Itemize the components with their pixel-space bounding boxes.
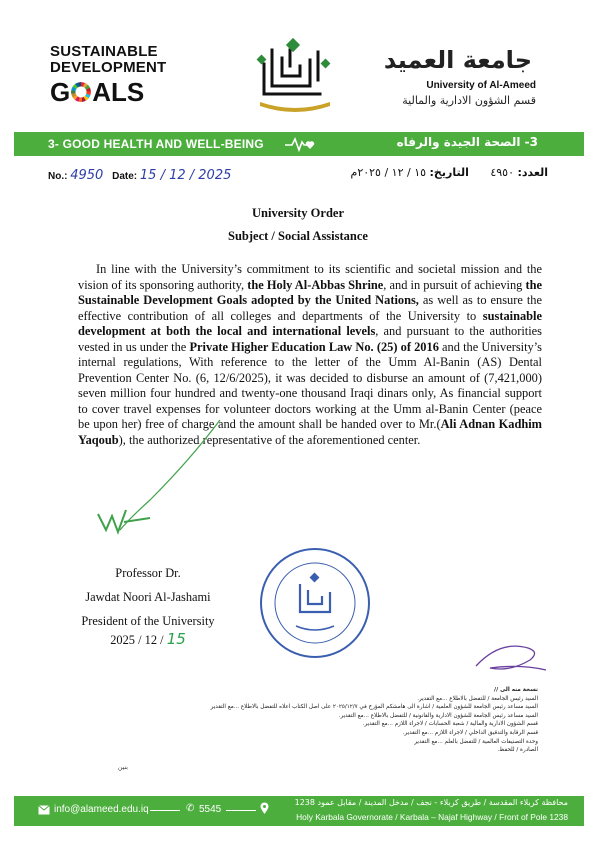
footer-divider (150, 810, 180, 811)
sdg-logo-text (50, 44, 166, 76)
sdg-wheel-icon (71, 82, 91, 102)
signatory-name: Jawdat Noori Al-Jashami (85, 590, 211, 604)
signature-date (68, 630, 228, 648)
university-name-english: University of Al-Ameed (426, 80, 536, 91)
text-part-2: , and in pursuit of achieving (383, 277, 526, 292)
location-pin-icon (260, 802, 269, 815)
text-part-1: In line with the University’s commitment to its scientific and societal mission and the vision of its sponsoring authority, (78, 262, 542, 292)
copy-item: السيد رئيس الجامعة / للتفضل بالاطلاع ...مع التقدير. (417, 695, 538, 702)
text-part-3: as well as to ensure the effective contribution of all colleges and departments of the University to (78, 293, 542, 323)
handwritten-initial-icon (470, 636, 550, 676)
ar-number-value: ٤٩٥٠ (490, 166, 514, 179)
goals-letters-rest: ALS (92, 77, 145, 107)
copy-item: السيد مساعد رئيس الجامعة للشؤون الادارية والقانونية / للتفضل بالاطلاع ...مع التقدير. (338, 712, 538, 719)
copy-item: قسم الرقابة والتدقيق الداخلي / لاجراء اللازم ...مع التقدير. (402, 729, 538, 736)
footer-bar (14, 796, 584, 826)
text-part-4: , and pursuant to the authorities vested in us under the (78, 324, 542, 354)
copy-item: قسم الشؤون الادارية والمالية / شعبة الحسابات / لاجراء اللازم ...مع التقدير. (362, 721, 538, 728)
footer-divider (226, 810, 256, 811)
sdg-banner-arabic: 3- الصحة الجيدة والرفاه (396, 135, 538, 149)
copy-item: السيد مساعد رئيس الجامعة للشؤون العلمية / اشارة الى هامشكم المؤرخ في ٢٠٢٥/١٢/٧ على اصل الكتاب اعلاه للتفضل بالاطلاع ...مع التقدير (210, 704, 538, 711)
signatory-title: Professor Dr. (115, 566, 181, 580)
ar-date-value: ١٥ / ١٢ / ٢٠٢٥م (350, 166, 427, 179)
bold-part-1: the Holy Al-Abbas Shrine (247, 277, 384, 292)
handwritten-signature-icon (90, 390, 230, 550)
copy-item: وحدة التصنيفات العالمية / للتفضل بالعلم ...مع التقدير (414, 738, 538, 745)
ar-number-label: العدد: (517, 166, 548, 179)
official-stamp-icon (256, 544, 374, 662)
sdg-line-2: DEVELOPMENT (50, 59, 167, 76)
copy-item: الصادرة / للحفظ. (497, 747, 538, 754)
university-name-arabic: جامعة العميد (383, 46, 532, 74)
text-part-6: ), the authorized representative of the aforementioned center. (118, 432, 421, 447)
typist-initials: بنين (118, 764, 128, 771)
bold-part-3: sustainable development at both the local and international levels (78, 308, 542, 338)
number-value: 4950 (70, 168, 104, 183)
bold-part-2: the Sustainable Development Goals adopted by the United Nations, (78, 277, 542, 307)
reference-english (48, 168, 231, 183)
footer-address-arabic: محافظة كربلاء المقدسة / طريق كربلاء - نجف / مدخل المدينة / مقابل عمود 1238 (294, 798, 568, 807)
phone-icon: ✆ (186, 803, 195, 814)
heartbeat-icon (284, 136, 316, 152)
document-title: University Order (252, 206, 344, 220)
text-part-5: and the University’s internal regulations, With reference to the letter of the Umm Al-Banin (AS) Dental Prevention Center No. (6, 12/6/2025), it was decided to disburse an amount of (7,421,000) seven million four hundred and twenty-one thousand Iraqi dinars only, As financial support to cover travel expenses for volunteer doctors working at the Umm al-Banin Center (peace be upon her) free of charge and the amount shall be handed over to Mr.( (78, 339, 542, 431)
ar-date-label: التاريخ: (429, 166, 469, 179)
mail-icon (38, 805, 50, 815)
copies-list (78, 686, 538, 755)
footer-address-english: Holy Karbala Governorate / Karbala – Najaf Highway / Front of Pole 1238 (296, 812, 568, 822)
reference-arabic (351, 166, 548, 179)
sdg-goals-word (50, 78, 144, 106)
goals-letter-g: G (50, 77, 71, 107)
department-name-arabic: قسم الشؤون الادارية والمالية (402, 94, 536, 107)
sdg-line-1: SUSTAINABLE (50, 43, 158, 60)
signature-date-printed: 2025 / 12 / (110, 633, 164, 647)
number-label: No.: (48, 171, 68, 182)
date-label: Date: (112, 171, 138, 182)
footer-email[interactable]: info@alameed.edu.iq (54, 804, 149, 815)
date-value: 15 / 12 / 2025 (139, 168, 232, 183)
sdg-banner-english: 3- GOOD HEALTH AND WELL-BEING (48, 137, 264, 151)
bold-part-5: Ali Adnan Kadhim Yaqoub (78, 417, 542, 447)
document-subject: Subject / Social Assistance (228, 229, 368, 243)
footer-phone[interactable]: 5545 (199, 804, 222, 815)
university-emblem-icon (252, 36, 338, 116)
bold-part-4: Private Higher Education Law No. (25) of 2016 (189, 339, 439, 354)
signatory-role: President of the University (81, 614, 215, 628)
signature-date-handwritten: 15 (166, 630, 186, 648)
copies-heading: نسخة منه الى // (494, 687, 538, 693)
